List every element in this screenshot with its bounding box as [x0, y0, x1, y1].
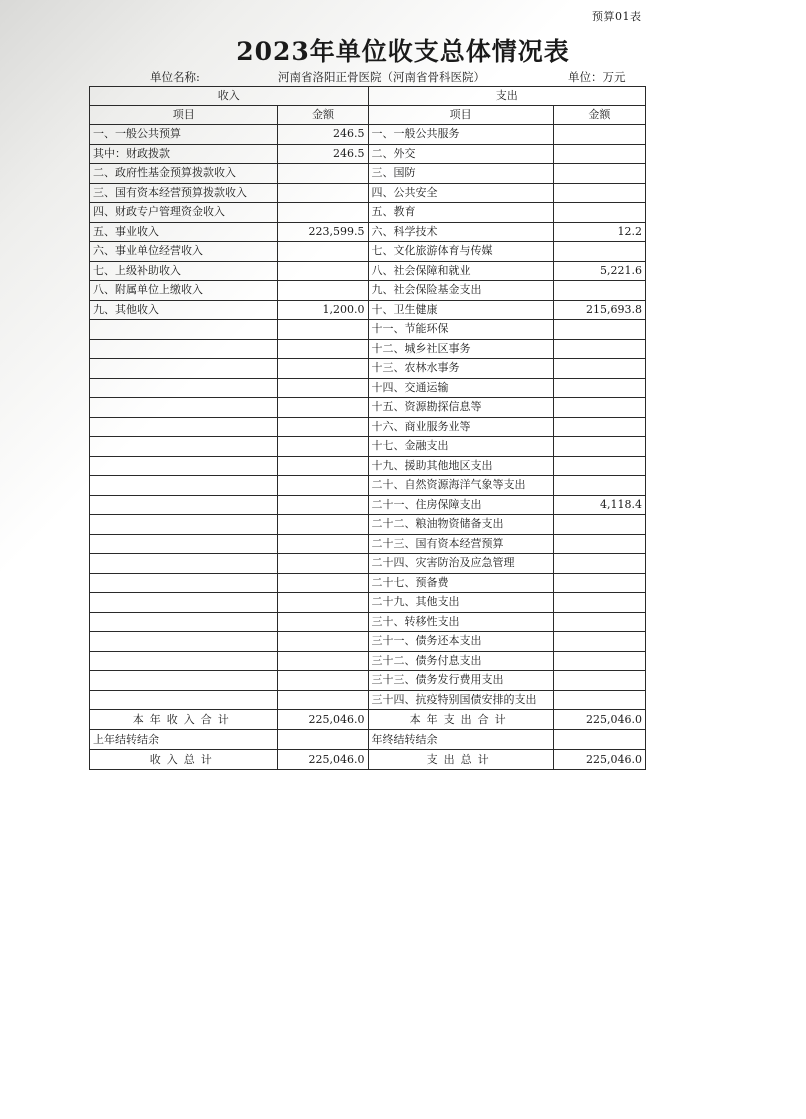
income-item-cell: 四、财政专户管理资金收入 — [90, 203, 278, 223]
income-amount-cell: 1,200.0 — [278, 300, 368, 320]
table-row — [90, 125, 646, 145]
expense-item-cell: 二十三、国有资本经营预算 — [368, 534, 553, 554]
expense-amount-cell — [553, 534, 645, 554]
income-item-cell — [90, 573, 278, 593]
table-row — [90, 671, 646, 691]
income-amount-cell — [278, 398, 368, 418]
expense-item-cell: 三十二、债务付息支出 — [368, 651, 553, 671]
income-amount-cell — [278, 573, 368, 593]
expense-item-cell: 支出总计 — [368, 750, 553, 770]
table-row — [90, 573, 646, 593]
table-row — [90, 144, 646, 164]
expense-item-cell: 七、文化旅游体育与传媒 — [368, 242, 553, 262]
income-item-cell — [90, 651, 278, 671]
expense-item-cell: 一、一般公共服务 — [368, 125, 553, 145]
income-amount-cell — [278, 183, 368, 203]
table-row — [90, 339, 646, 359]
income-amount-cell: 223,599.5 — [278, 222, 368, 242]
expense-section-header: 支出 — [368, 87, 645, 106]
income-amount-cell — [278, 476, 368, 496]
expense-amount-cell — [553, 456, 645, 476]
income-item-cell — [90, 671, 278, 691]
table-row — [90, 651, 646, 671]
income-amount-cell — [278, 261, 368, 281]
income-amount-cell: 246.5 — [278, 144, 368, 164]
expense-amount-cell — [553, 339, 645, 359]
expense-amount-cell: 5,221.6 — [553, 261, 645, 281]
expense-item-cell: 十三、农林水事务 — [368, 359, 553, 379]
expense-amount-cell: 225,046.0 — [553, 750, 645, 770]
income-amount-cell — [278, 495, 368, 515]
table-row — [90, 417, 646, 437]
income-item-cell — [90, 515, 278, 535]
table-row — [90, 164, 646, 184]
table-row — [90, 515, 646, 535]
table-row — [90, 281, 646, 301]
income-item-cell: 五、事业收入 — [90, 222, 278, 242]
expense-item-cell: 二十九、其他支出 — [368, 593, 553, 613]
expense-item-cell: 九、社会保险基金支出 — [368, 281, 553, 301]
expense-item-cell: 十四、交通运输 — [368, 378, 553, 398]
table-row — [90, 359, 646, 379]
income-item-cell: 二、政府性基金预算拨款收入 — [90, 164, 278, 184]
expense-amount-cell — [553, 515, 645, 535]
table-row — [90, 690, 646, 710]
unit-name-label: 单位名称: — [150, 70, 200, 84]
table-row — [90, 554, 646, 574]
expense-amount-cell — [553, 281, 645, 301]
income-amount-cell — [278, 690, 368, 710]
expense-amount-cell — [553, 671, 645, 691]
expense-amount-cell: 12.2 — [553, 222, 645, 242]
currency-label: 单位：万元 — [568, 70, 626, 84]
expense-amount-cell — [553, 690, 645, 710]
expense-amount-cell — [553, 632, 645, 652]
table-row — [90, 242, 646, 262]
income-item-cell — [90, 690, 278, 710]
page-title: 2023年单位收支总体情况表 — [236, 37, 570, 66]
expense-amount-header: 金额 — [553, 106, 645, 125]
income-item-cell — [90, 398, 278, 418]
income-item-cell — [90, 339, 278, 359]
expense-item-header: 项目 — [368, 106, 553, 125]
income-item-cell — [90, 593, 278, 613]
expense-item-cell: 三、国防 — [368, 164, 553, 184]
table-row — [90, 495, 646, 515]
unit-name-value: 河南省洛阳正骨医院（河南省骨科医院） — [278, 70, 485, 84]
income-item-cell: 三、国有资本经营预算拨款收入 — [90, 183, 278, 203]
expense-item-cell: 三十三、债务发行费用支出 — [368, 671, 553, 691]
income-item-cell: 上年结转结余 — [90, 730, 278, 750]
expense-item-cell: 年终结转结余 — [368, 730, 553, 750]
expense-item-cell: 本年支出合计 — [368, 710, 553, 730]
income-item-cell: 其中：财政拨款 — [90, 144, 278, 164]
table-row — [90, 476, 646, 496]
expense-amount-cell — [553, 437, 645, 457]
income-item-cell — [90, 417, 278, 437]
expense-item-cell: 十二、城乡社区事务 — [368, 339, 553, 359]
expense-item-cell: 二十四、灾害防治及应急管理 — [368, 554, 553, 574]
expense-item-cell: 十一、节能环保 — [368, 320, 553, 340]
expense-item-cell: 八、社会保障和就业 — [368, 261, 553, 281]
expense-item-cell: 三十四、抗疫特别国债安排的支出 — [368, 690, 553, 710]
income-amount-cell — [278, 359, 368, 379]
table-row — [90, 203, 646, 223]
table-row — [90, 320, 646, 340]
income-item-cell — [90, 632, 278, 652]
expense-item-cell: 六、科学技术 — [368, 222, 553, 242]
income-amount-cell — [278, 242, 368, 262]
table-row — [90, 222, 646, 242]
income-amount-cell — [278, 730, 368, 750]
income-amount-cell — [278, 339, 368, 359]
expense-amount-cell — [553, 730, 645, 750]
expense-amount-cell — [553, 612, 645, 632]
table-row — [90, 632, 646, 652]
income-item-cell — [90, 456, 278, 476]
expense-amount-cell — [553, 417, 645, 437]
expense-amount-cell — [553, 203, 645, 223]
table-row — [90, 300, 646, 320]
expense-item-cell: 二十、自然资源海洋气象等支出 — [368, 476, 553, 496]
income-amount-cell — [278, 554, 368, 574]
expense-amount-cell — [553, 144, 645, 164]
expense-item-cell: 十九、援助其他地区支出 — [368, 456, 553, 476]
expense-amount-cell — [553, 398, 645, 418]
expense-item-cell: 十五、资源勘探信息等 — [368, 398, 553, 418]
expense-item-cell: 十六、商业服务业等 — [368, 417, 553, 437]
income-amount-header: 金额 — [278, 106, 368, 125]
income-item-cell: 一、一般公共预算 — [90, 125, 278, 145]
expense-amount-cell — [553, 476, 645, 496]
table-row — [90, 398, 646, 418]
expense-amount-cell — [553, 378, 645, 398]
expense-amount-cell: 225,046.0 — [553, 710, 645, 730]
expense-item-cell: 三十一、债务还本支出 — [368, 632, 553, 652]
table-row — [90, 456, 646, 476]
income-amount-cell — [278, 378, 368, 398]
income-item-cell: 九、其他收入 — [90, 300, 278, 320]
expense-amount-cell: 215,693.8 — [553, 300, 645, 320]
expense-amount-cell — [553, 593, 645, 613]
expense-item-cell: 二十二、粮油物资储备支出 — [368, 515, 553, 535]
expense-item-cell: 四、公共安全 — [368, 183, 553, 203]
income-item-cell — [90, 534, 278, 554]
income-amount-cell: 225,046.0 — [278, 750, 368, 770]
expense-amount-cell: 4,118.4 — [553, 495, 645, 515]
budget-table — [89, 86, 646, 770]
table-row — [90, 378, 646, 398]
table-row — [90, 730, 646, 750]
expense-amount-cell — [553, 125, 645, 145]
table-row — [90, 750, 646, 770]
income-amount-cell — [278, 281, 368, 301]
income-item-cell — [90, 359, 278, 379]
expense-amount-cell — [553, 183, 645, 203]
expense-amount-cell — [553, 320, 645, 340]
expense-amount-cell — [553, 554, 645, 574]
table-row — [90, 437, 646, 457]
expense-amount-cell — [553, 651, 645, 671]
income-item-cell — [90, 476, 278, 496]
expense-item-cell: 二十七、预备费 — [368, 573, 553, 593]
table-row — [90, 593, 646, 613]
income-item-cell — [90, 378, 278, 398]
expense-item-cell: 三十、转移性支出 — [368, 612, 553, 632]
expense-amount-cell — [553, 359, 645, 379]
column-header-row — [90, 106, 646, 125]
income-section-header: 收入 — [90, 87, 369, 106]
income-amount-cell — [278, 593, 368, 613]
income-item-cell — [90, 554, 278, 574]
income-item-cell: 本年收入合计 — [90, 710, 278, 730]
income-amount-cell — [278, 632, 368, 652]
income-item-header: 项目 — [90, 106, 278, 125]
income-amount-cell — [278, 515, 368, 535]
income-amount-cell — [278, 203, 368, 223]
income-amount-cell — [278, 456, 368, 476]
table-row — [90, 261, 646, 281]
expense-item-cell: 十七、金融支出 — [368, 437, 553, 457]
income-item-cell — [90, 612, 278, 632]
income-item-cell — [90, 320, 278, 340]
expense-amount-cell — [553, 242, 645, 262]
income-amount-cell: 246.5 — [278, 125, 368, 145]
income-amount-cell — [278, 164, 368, 184]
table-row — [90, 534, 646, 554]
expense-amount-cell — [553, 573, 645, 593]
income-amount-cell — [278, 612, 368, 632]
expense-item-cell: 二十一、住房保障支出 — [368, 495, 553, 515]
expense-item-cell: 五、教育 — [368, 203, 553, 223]
form-code: 预算01表 — [592, 10, 642, 23]
income-item-cell: 六、事业单位经营收入 — [90, 242, 278, 262]
table-row — [90, 612, 646, 632]
income-item-cell: 收入总计 — [90, 750, 278, 770]
income-amount-cell — [278, 417, 368, 437]
income-item-cell: 八、附属单位上缴收入 — [90, 281, 278, 301]
income-item-cell — [90, 437, 278, 457]
income-amount-cell: 225,046.0 — [278, 710, 368, 730]
income-item-cell: 七、上级补助收入 — [90, 261, 278, 281]
income-item-cell — [90, 495, 278, 515]
section-header-row — [90, 87, 646, 106]
income-amount-cell — [278, 534, 368, 554]
expense-item-cell: 二、外交 — [368, 144, 553, 164]
table-row — [90, 183, 646, 203]
income-amount-cell — [278, 651, 368, 671]
expense-amount-cell — [553, 164, 645, 184]
table-row — [90, 710, 646, 730]
expense-item-cell: 十、卫生健康 — [368, 300, 553, 320]
unit-info — [90, 69, 646, 85]
income-amount-cell — [278, 320, 368, 340]
income-amount-cell — [278, 671, 368, 691]
income-amount-cell — [278, 437, 368, 457]
